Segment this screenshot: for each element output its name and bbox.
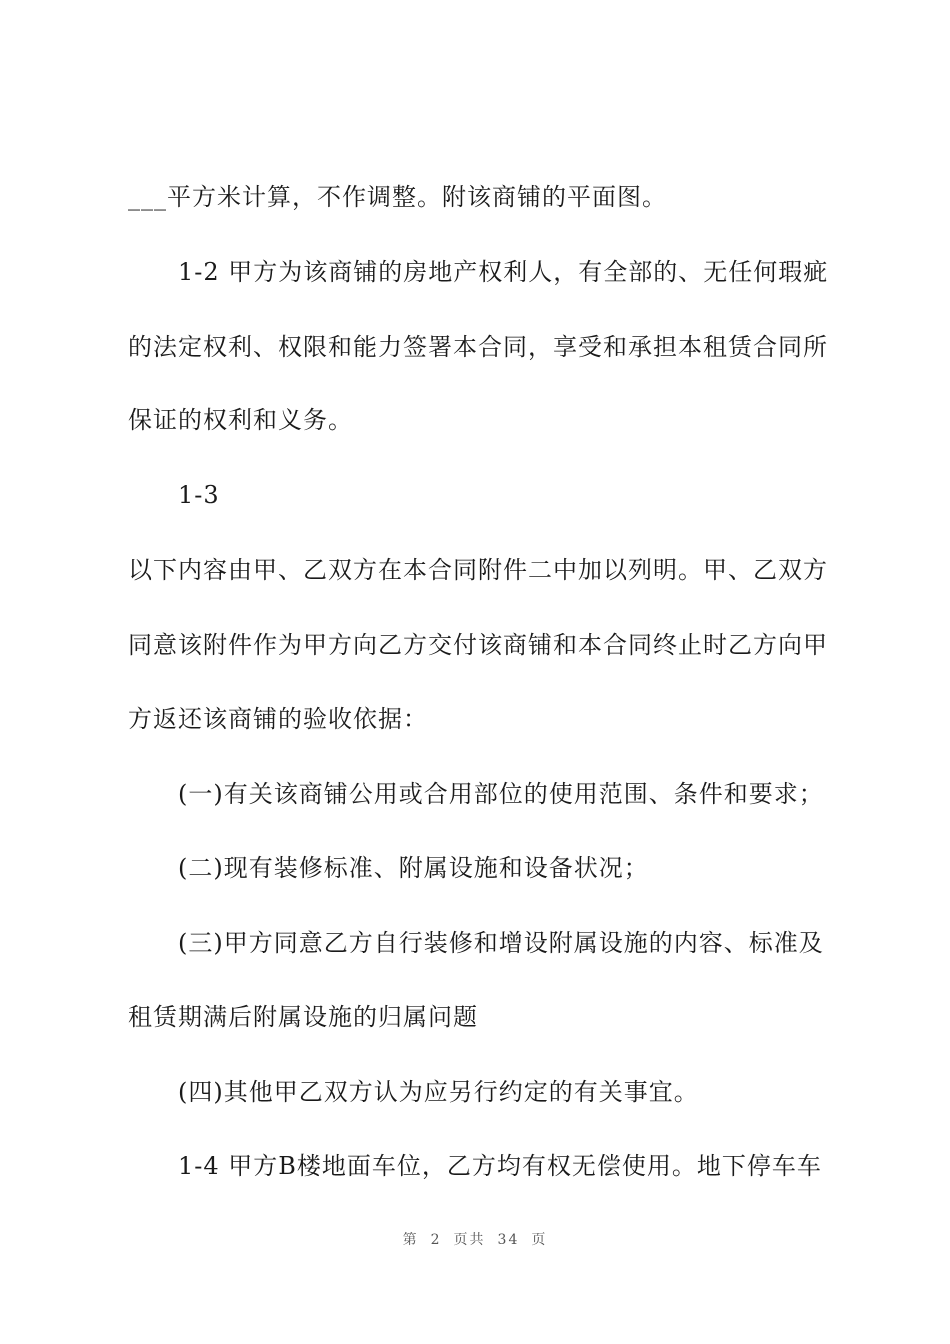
- page-footer: [0, 1229, 950, 1249]
- page-number: 2: [430, 1232, 442, 1248]
- text-line: (二)现有装修标准、附属设施和设备状况；: [178, 854, 649, 882]
- text-line: 1-4 甲方B楼地面车位，乙方均有权无偿使用。地下停车车: [178, 1152, 822, 1180]
- page-total: 34: [497, 1232, 520, 1248]
- footer-middle: 页共: [453, 1232, 486, 1248]
- text-line: 1-2 甲方为该商铺的房地产权利人，有全部的、无任何瑕疵: [178, 258, 829, 286]
- text-line: 1-3: [178, 481, 220, 509]
- text-line: 租赁期满后附属设施的归属问题: [128, 1003, 478, 1031]
- text-line: ___平方米计算，不作调整。附该商铺的平面图。: [128, 183, 667, 211]
- footer-prefix: 第: [402, 1232, 419, 1248]
- text-line: (四)其他甲乙双方认为应另行约定的有关事宜。: [178, 1078, 699, 1106]
- text-line: (三)甲方同意乙方自行装修和增设附属设施的内容、标准及: [178, 929, 824, 957]
- footer-suffix: 页: [531, 1232, 548, 1248]
- text-line: 同意该附件作为甲方向乙方交付该商铺和本合同终止时乙方向甲: [128, 631, 828, 659]
- text-line: 的法定权利、权限和能力签署本合同，享受和承担本租赁合同所: [128, 333, 828, 361]
- text-line: (一)有关该商铺公用或合用部位的使用范围、条件和要求；: [178, 780, 824, 808]
- text-line: 以下内容由甲、乙双方在本合同附件二中加以列明。甲、乙双方: [128, 556, 828, 584]
- text-line: 方返还该商铺的验收依据：: [128, 705, 428, 733]
- text-line: 保证的权利和义务。: [128, 406, 353, 434]
